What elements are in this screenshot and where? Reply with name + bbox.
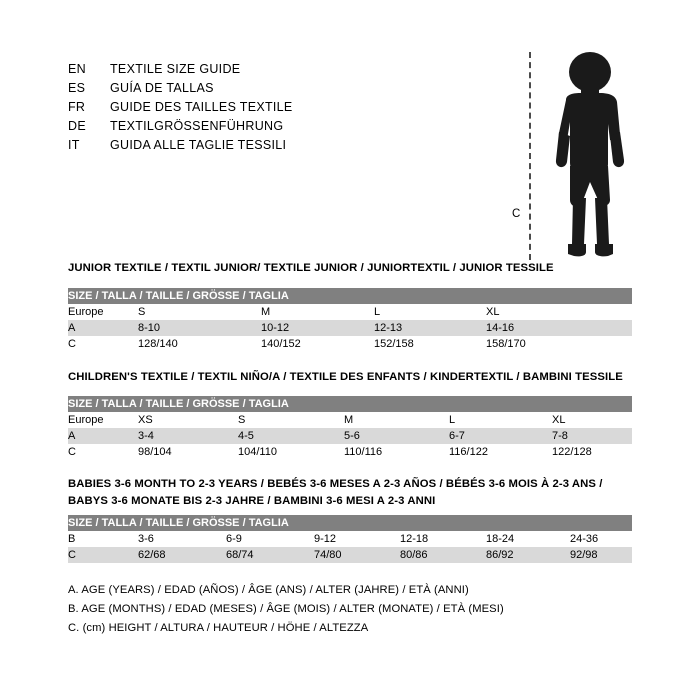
language-title: GUÍA DE TALLAS xyxy=(110,81,214,95)
table-header-label: SIZE / TALLA / TAILLE / GRÖSSE / TAGLIA xyxy=(68,396,632,412)
junior-size-table xyxy=(68,288,632,352)
footnotes xyxy=(68,584,504,641)
height-dashed-line xyxy=(529,52,531,260)
table-header-row xyxy=(68,515,632,531)
cell-value: 128/140 xyxy=(138,336,261,352)
row-label: C xyxy=(68,547,138,563)
language-code: ES xyxy=(68,81,86,95)
cell-value: 122/128 xyxy=(552,444,632,460)
language-title: TEXTILGRÖSSENFÜHRUNG xyxy=(110,119,284,133)
cell-value: 152/158 xyxy=(374,336,486,352)
table-header-row xyxy=(68,396,632,412)
footnote-b: B. AGE (MONTHS) / EDAD (MESES) / ÂGE (MOIS) / ALTER (MONATE) / ETÀ (MESI) xyxy=(68,603,504,615)
footnote-c: C. (cm) HEIGHT / ALTURA / HAUTEUR / HÖHE / ALTEZZA xyxy=(68,622,369,634)
cell-value: 62/68 xyxy=(138,547,226,563)
language-title: TEXTILE SIZE GUIDE xyxy=(110,62,241,76)
cell-value: 14-16 xyxy=(486,320,632,336)
table-row xyxy=(68,531,632,547)
cell-value: 86/92 xyxy=(486,547,570,563)
cell-value: S xyxy=(238,412,344,428)
cell-value: 24-36 xyxy=(570,531,632,547)
cell-value: S xyxy=(138,304,261,320)
cell-value: M xyxy=(344,412,449,428)
children-size-table xyxy=(68,396,632,460)
cell-value: XS xyxy=(138,412,238,428)
language-code: IT xyxy=(68,138,80,152)
height-figure xyxy=(500,48,670,263)
row-label: B xyxy=(68,531,138,547)
table-row xyxy=(68,304,632,320)
row-label: C xyxy=(68,336,138,352)
cell-value: 9-12 xyxy=(314,531,400,547)
row-label: Europe xyxy=(68,304,138,320)
cell-value: 158/170 xyxy=(486,336,632,352)
cell-value: L xyxy=(449,412,552,428)
cell-value: 98/104 xyxy=(138,444,238,460)
language-row xyxy=(68,138,488,157)
cell-value: 104/110 xyxy=(238,444,344,460)
cell-value: 12-13 xyxy=(374,320,486,336)
cell-value: 68/74 xyxy=(226,547,314,563)
cell-value: 12-18 xyxy=(400,531,486,547)
child-silhouette-icon xyxy=(542,48,642,263)
language-row xyxy=(68,62,488,81)
cell-value: 6-7 xyxy=(449,428,552,444)
cell-value: 4-5 xyxy=(238,428,344,444)
section-caption-junior: JUNIOR TEXTILE / TEXTIL JUNIOR/ TEXTILE JUNIOR / JUNIORTEXTIL / JUNIOR TESSILE xyxy=(68,262,554,274)
section-caption-children: CHILDREN'S TEXTILE / TEXTIL NIÑO/A / TEXTILE DES ENFANTS / KINDERTEXTIL / BAMBINI TESSILE xyxy=(68,371,623,383)
cell-value: 110/116 xyxy=(344,444,449,460)
babies-size-table xyxy=(68,515,632,563)
table-header-row xyxy=(68,288,632,304)
cell-value: 116/122 xyxy=(449,444,552,460)
language-code: DE xyxy=(68,119,86,133)
language-title: GUIDE DES TAILLES TEXTILE xyxy=(110,100,293,114)
table-row xyxy=(68,444,632,460)
table-row xyxy=(68,412,632,428)
cell-value: 10-12 xyxy=(261,320,374,336)
row-label: A xyxy=(68,320,138,336)
language-header xyxy=(68,62,488,157)
table-row xyxy=(68,336,632,352)
row-label: Europe xyxy=(68,412,138,428)
cell-value: XL xyxy=(486,304,632,320)
table-header-label: SIZE / TALLA / TAILLE / GRÖSSE / TAGLIA xyxy=(68,515,632,531)
cell-value: M xyxy=(261,304,374,320)
footnote-a: A. AGE (YEARS) / EDAD (AÑOS) / ÂGE (ANS) / ALTER (JAHRE) / ETÀ (ANNI) xyxy=(68,584,469,596)
table-row xyxy=(68,547,632,563)
cell-value: 18-24 xyxy=(486,531,570,547)
row-label: C xyxy=(68,444,138,460)
cell-value: 74/80 xyxy=(314,547,400,563)
table-row xyxy=(68,320,632,336)
cell-value: 6-9 xyxy=(226,531,314,547)
language-row xyxy=(68,119,488,138)
cell-value: 3-4 xyxy=(138,428,238,444)
cell-value: 5-6 xyxy=(344,428,449,444)
table-header-label: SIZE / TALLA / TAILLE / GRÖSSE / TAGLIA xyxy=(68,288,632,304)
language-code: FR xyxy=(68,100,86,114)
cell-value: L xyxy=(374,304,486,320)
row-label: A xyxy=(68,428,138,444)
section-caption-babies-line2: BABYS 3-6 MONATE BIS 2-3 JAHRE / BAMBINI 3-6 MESI A 2-3 ANNI xyxy=(68,495,436,507)
language-row xyxy=(68,100,488,119)
figure-measure-label: C xyxy=(512,208,521,220)
cell-value: 3-6 xyxy=(138,531,226,547)
cell-value: 92/98 xyxy=(570,547,632,563)
language-title: GUIDA ALLE TAGLIE TESSILI xyxy=(110,138,287,152)
section-caption-babies: BABIES 3-6 MONTH TO 2-3 YEARS / BEBÉS 3-6 MESES A 2-3 AÑOS / BÉBÉS 3-6 MOIS À 2-3 ANS / xyxy=(68,478,603,490)
language-row xyxy=(68,81,488,100)
cell-value: 140/152 xyxy=(261,336,374,352)
language-code: EN xyxy=(68,62,86,76)
cell-value: 7-8 xyxy=(552,428,632,444)
cell-value: 8-10 xyxy=(138,320,261,336)
cell-value: 80/86 xyxy=(400,547,486,563)
table-row xyxy=(68,428,632,444)
cell-value: XL xyxy=(552,412,632,428)
